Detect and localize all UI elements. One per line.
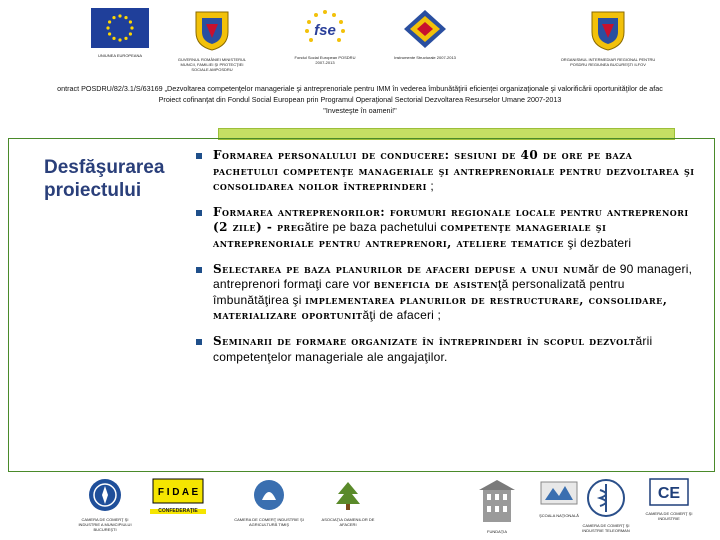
fiae-badge-icon	[152, 478, 204, 504]
contract-line: ontract POSDRU/82/3.1/S/63169 „Dezvoltarea competenţelor manageriale şi antreprenoriale pentru IMM în vederea îmbunătăţirii eficienţei organizaţionale şi valorificării oportunităţilor de afac	[57, 84, 663, 93]
fse-text: fse	[314, 22, 336, 39]
oirposdru-logo	[560, 8, 656, 67]
fse-logo	[292, 8, 358, 65]
building-logo	[470, 478, 524, 534]
ferma-tree-icon	[324, 478, 372, 512]
fiae-logo	[150, 478, 206, 514]
eu-flag-logo	[90, 8, 150, 58]
school-icon	[539, 478, 579, 508]
structural-instruments-logo	[392, 8, 458, 60]
logo-caption: CAMERA DE COMERŢ ŞI INDUSTRIE A MUNICIPIULUI BUCUREŞTI	[78, 517, 132, 532]
bullet-square-icon	[196, 153, 202, 159]
list-item	[196, 148, 696, 195]
coat-of-arms-icon	[192, 8, 232, 52]
ferma-logo	[318, 478, 378, 527]
list-item	[196, 334, 696, 365]
logo-caption: UNIUNEA EUROPEANA	[97, 53, 142, 58]
coat-of-arms-icon	[588, 8, 628, 52]
bullet-text: Formarea personalului de conducere: sesiuni de 40 de ore pe baza pachetului competenţe manageriale şi antreprenoriale pentru dezvoltarea şi consolidarea noilor întreprinderi ;	[213, 148, 695, 194]
svg-text:CE: CE	[657, 485, 681, 502]
ce-mark-icon	[649, 478, 689, 506]
bullet-text: Formarea antreprenorilor: forumuri regionale locale pentru antreprenori (2 zile) - pregătire pe baza pachetului competenţe manageriale şi antreprenoriale pentru antreprenori, ateliere tematice şi dezbateri	[213, 204, 689, 250]
school-logo	[536, 478, 582, 518]
bullet-square-icon	[196, 267, 202, 273]
bullet-text: Seminarii de formare organizate în întreprinderi în scopul dezvoltării competenţelor manageriale ale angajaţilor.	[213, 333, 653, 364]
fse-star-icon	[301, 8, 349, 50]
romania-government-logo	[172, 8, 252, 72]
logo-caption: ASOCIAŢIA OAMENILOR DE AFACERI	[321, 517, 375, 527]
page-title: Desfăşurarea proiectului	[44, 157, 165, 201]
bullet-square-icon	[196, 339, 202, 345]
ce-logo	[640, 478, 698, 521]
logo-caption: CAMERA DE COMERŢ ŞI INDUSTRIE TELEORMAN	[582, 523, 630, 533]
building-icon	[475, 478, 519, 524]
logo-caption: Fondul Social European POSDRU 2007-2013	[294, 55, 356, 65]
bullet-square-icon	[196, 210, 202, 216]
logo-caption: CAMERA DE COMERŢ INDUSTRIE ŞI AGRICULTURĂ TIMIŞ	[234, 517, 304, 527]
cofinance-line: Proiect cofinanţat din Fondul Social European prin Programul Operaţional Sectorial Dezvoltarea Resurselor Umane 2007-2013	[158, 95, 562, 104]
list-item	[196, 205, 696, 252]
logo-caption: GUVERNUL ROMÂNIEI MINISTERUL MUNCII, FAMILIEI ŞI PROTECŢIEI SOCIALE AMPOSDRU	[177, 57, 247, 72]
logo-caption: Instrumente Structurale 2007-2013	[394, 55, 456, 60]
ccitt-logo	[578, 478, 634, 533]
chamber-logo	[232, 478, 306, 527]
ccib-logo	[72, 478, 138, 532]
logo-caption: FUNDAŢIA	[487, 529, 507, 534]
eu-flag-icon	[91, 8, 149, 48]
chamber-emblem-icon	[252, 478, 286, 512]
list-item	[196, 262, 696, 324]
logo-caption: ORGANISMUL INTERMEDIAR REGIONAL PENTRU POSDRU REGIUNEA BUCUREŞTI ILFOV	[560, 57, 656, 67]
bullet-text: Selectarea pe baza planurilor de afaceri depuse a unui număr de 90 manageri, antreprenori formaţi care vor beneficia de asistenţă personalizată pentru îmbunătăţirea şi implementarea planurilor de restructurare, consolidare, materializare oportunităţi de afaceri ;	[213, 261, 693, 323]
fiae-text: F I D A E	[157, 487, 199, 498]
structural-instruments-icon	[402, 8, 448, 50]
logo-caption: CAMERA DE COMERŢ ŞI INDUSTRIE	[645, 511, 693, 521]
bullet-list	[196, 148, 696, 375]
logo-caption: ŞCOALA NAŢIONALĂ	[539, 513, 579, 518]
logo-caption: CONFEDERAŢIE	[150, 509, 206, 514]
motto: "Investeşte în oameni!"	[323, 106, 397, 115]
ccib-emblem-icon	[88, 478, 122, 512]
caduceus-icon	[586, 478, 626, 518]
